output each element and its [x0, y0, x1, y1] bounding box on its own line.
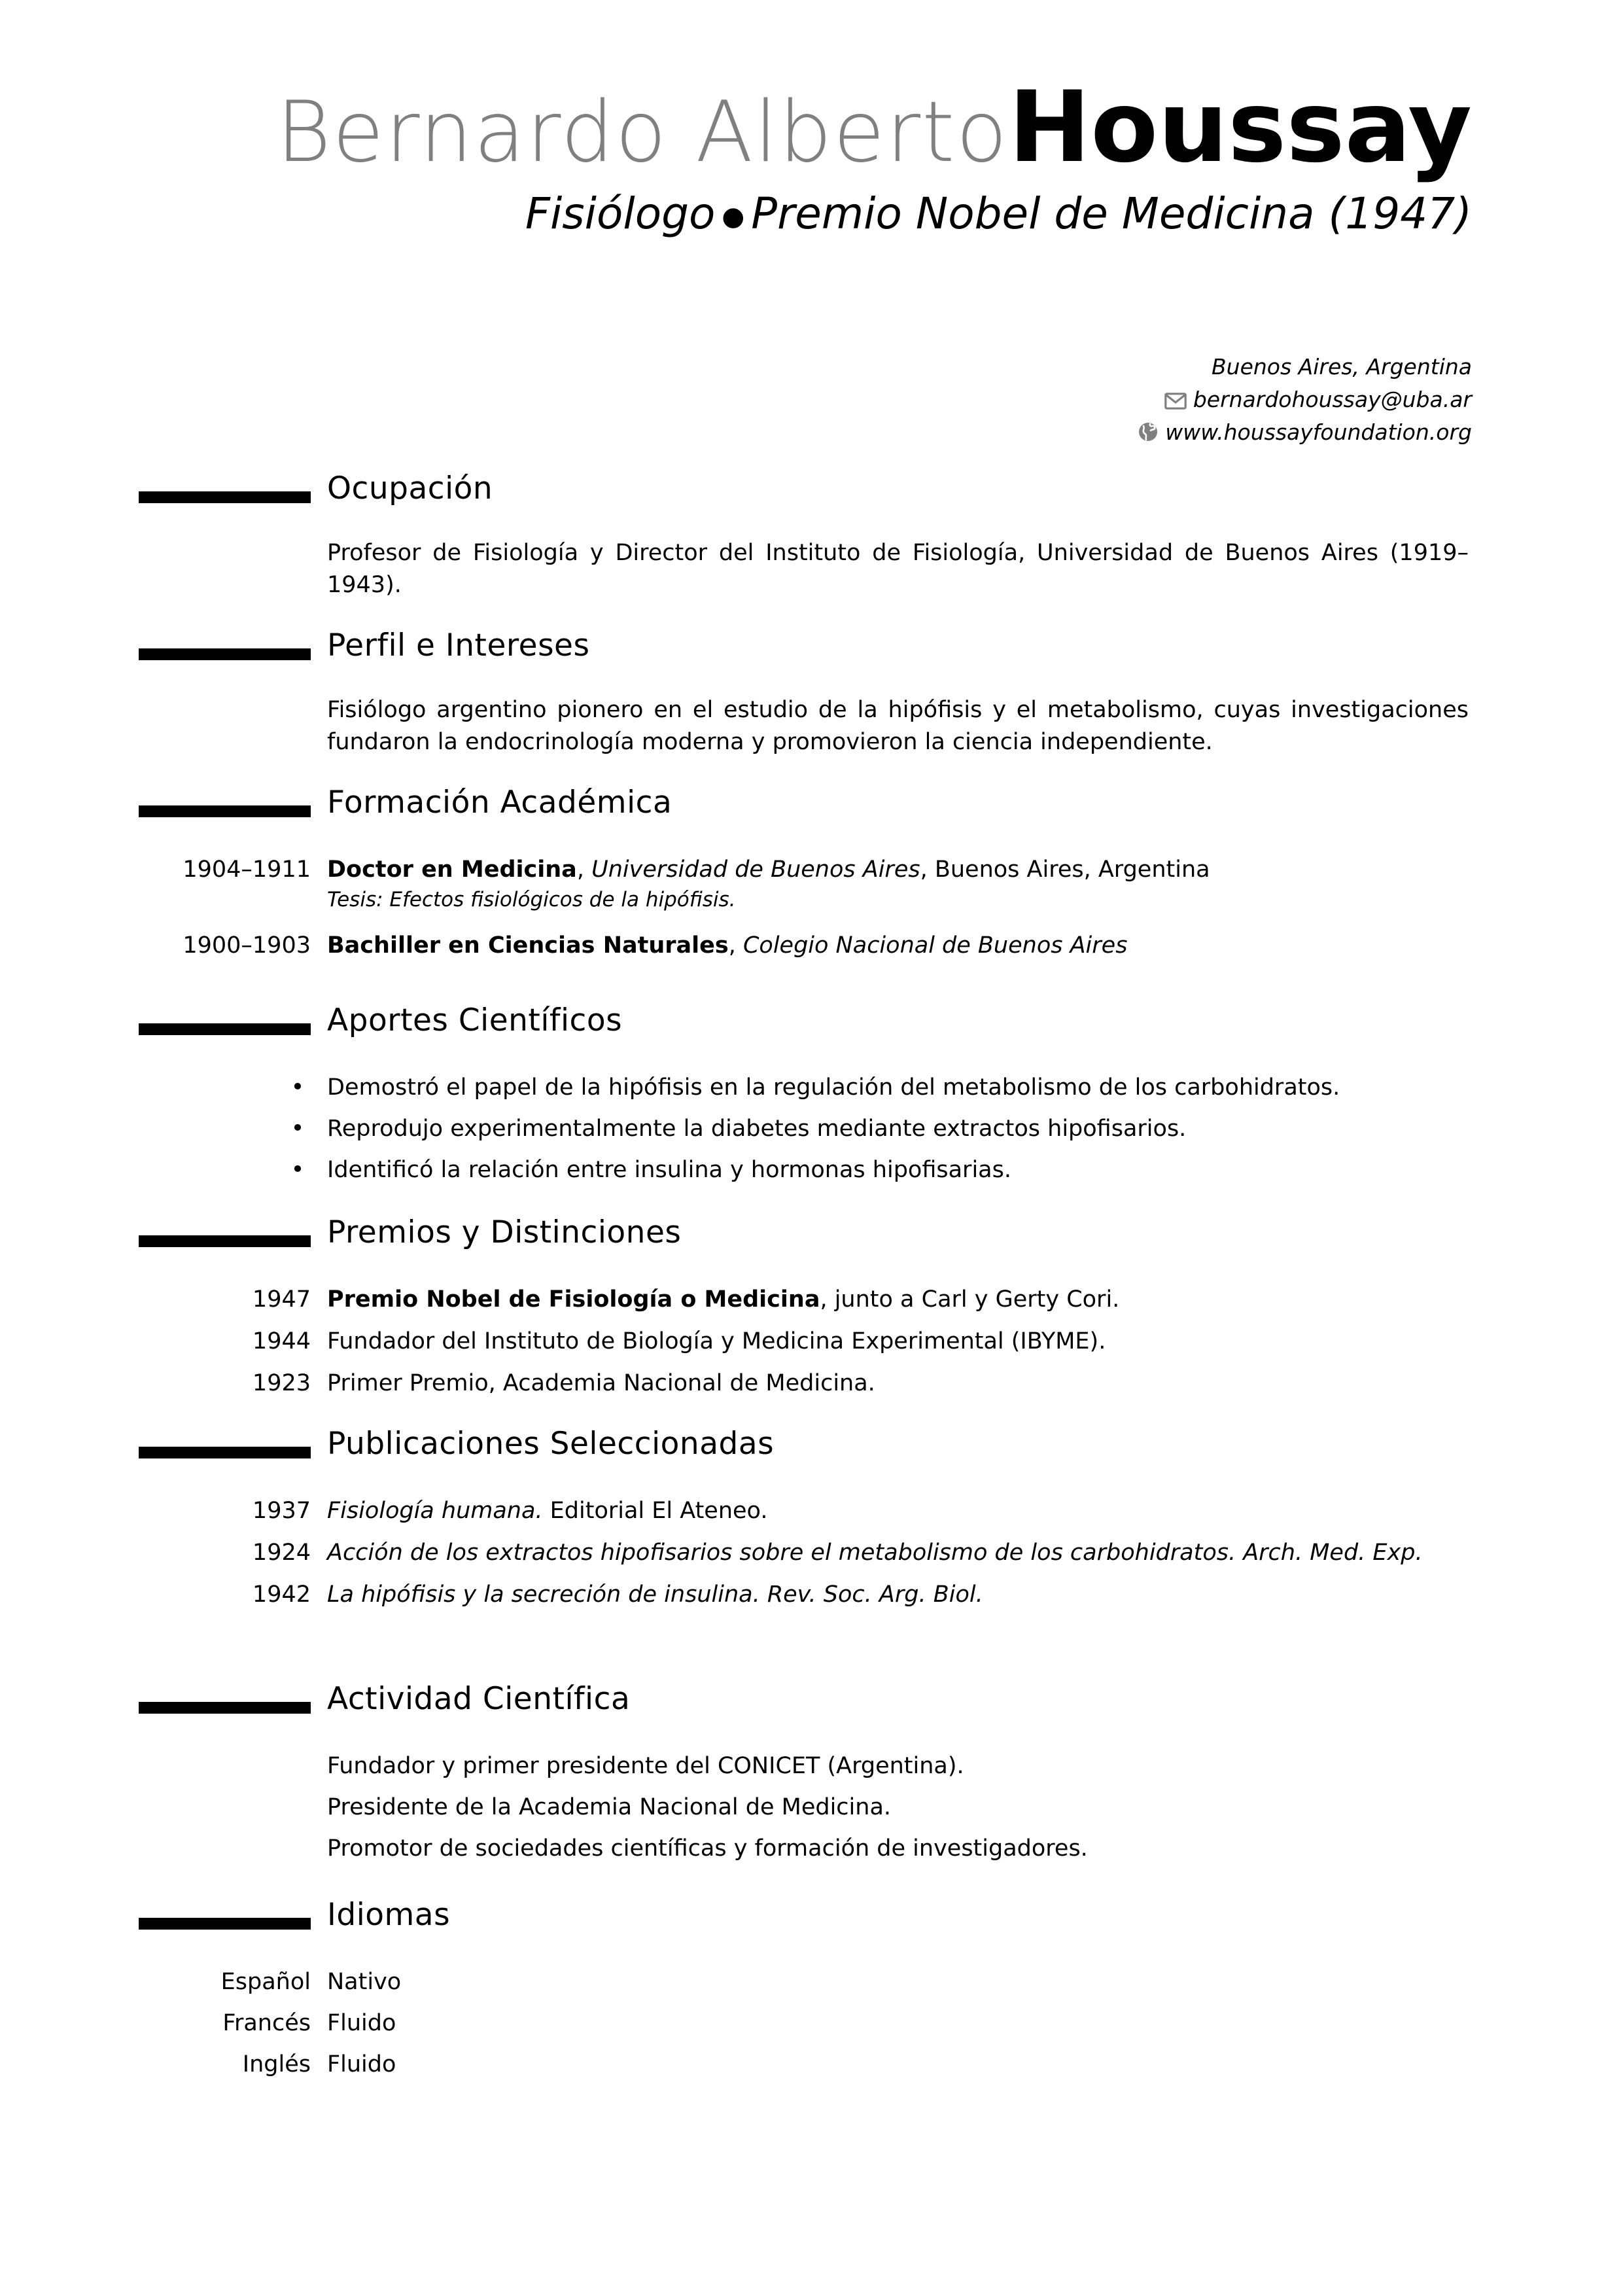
publication-title: Fisiología humana. — [327, 1498, 543, 1524]
award-entry — [0, 1326, 1472, 1358]
aportes-item-text: Identificó la relación entre insulina y hormonas hipofisarias. — [327, 1157, 1011, 1183]
education-comma-1: , — [576, 857, 592, 883]
language-level: Fluido — [327, 2051, 396, 2077]
language-level: Fluido — [327, 2010, 396, 2036]
section-rule — [139, 648, 311, 660]
publication-entry — [0, 1537, 1472, 1570]
award-detail — [327, 1326, 1469, 1358]
education-institution: Colegio Nacional de Buenos Aires — [742, 932, 1128, 959]
contact-location-row — [1138, 351, 1472, 383]
award-detail — [327, 1284, 1469, 1316]
language-name: Español — [220, 1969, 311, 1995]
section-aportes — [0, 1002, 1472, 1186]
section-title-publicaciones: Publicaciones Seleccionadas — [327, 1426, 775, 1462]
education-detail — [327, 854, 1469, 886]
actividad-line: Promotor de sociedades científicas y formación de investigadores. — [327, 1835, 1088, 1862]
section-header-formacion — [0, 785, 1472, 829]
publication-detail: Acción de los extractos hipofisarios sobre el metabolismo de los carbohidratos. Arch. Med. Exp. — [327, 1540, 1423, 1566]
section-rule — [139, 1918, 311, 1930]
contact-email[interactable]: bernardohoussay@uba.ar — [1193, 387, 1472, 413]
language-name: Inglés — [242, 2051, 311, 2077]
language-row — [0, 2007, 1472, 2040]
actividad-line: Presidente de la Academia Nacional de Medicina. — [327, 1794, 892, 1820]
section-rule — [139, 1023, 311, 1035]
language-row — [0, 2049, 1472, 2081]
section-title-premios: Premios y Distinciones — [327, 1214, 682, 1250]
award-rest: , junto a Carl y Gerty Cori. — [820, 1286, 1120, 1313]
education-comma-2: , — [920, 857, 935, 883]
section-title-idiomas: Idiomas — [327, 1897, 451, 1933]
education-comma-1: , — [728, 932, 743, 959]
section-rule — [139, 491, 311, 503]
award-date: 1944 — [252, 1328, 311, 1354]
section-title-perfil: Perfil e Intereses — [327, 627, 590, 663]
headline-role: Fisiólogo — [525, 188, 716, 239]
award-detail — [327, 1368, 1469, 1400]
education-entry — [0, 854, 1472, 914]
cv-header — [0, 71, 1472, 239]
section-title-aportes: Aportes Científicos — [327, 1002, 623, 1038]
bullet-separator-icon: ● — [722, 201, 745, 232]
education-date: 1904–1911 — [183, 857, 311, 883]
aportes-item-text: Reprodujo experimentalmente la diabetes mediante extractos hipofisarios. — [327, 1116, 1187, 1142]
contact-location: Buenos Aires, Argentina — [1212, 354, 1472, 380]
publication-detail — [327, 1495, 1469, 1527]
section-header-idiomas — [0, 1897, 1472, 1941]
section-header-ocupacion — [0, 470, 1472, 515]
award-entry — [0, 1368, 1472, 1400]
globe-icon — [1138, 421, 1159, 442]
bullet-icon: • — [290, 1116, 305, 1142]
contact-website-row[interactable] — [1138, 416, 1472, 449]
bullet-icon: • — [290, 1074, 305, 1101]
section-actividad — [0, 1681, 1472, 1865]
list-item — [0, 1113, 1472, 1145]
education-detail — [327, 930, 1469, 962]
section-header-perfil — [0, 627, 1472, 672]
section-rule — [139, 1702, 311, 1714]
education-date: 1900–1903 — [183, 932, 311, 959]
section-title-ocupacion: Ocupación — [327, 470, 493, 506]
contact-block — [1138, 351, 1472, 449]
education-entry — [0, 930, 1472, 963]
section-premios — [0, 1214, 1472, 1400]
education-degree: Doctor en Medicina — [327, 857, 577, 883]
section-title-formacion: Formación Académica — [327, 785, 672, 821]
envelope-icon — [1164, 393, 1187, 410]
publication-date: 1942 — [252, 1581, 311, 1608]
section-idiomas — [0, 1897, 1472, 2081]
language-name: Francés — [222, 2010, 311, 2036]
section-header-actividad — [0, 1681, 1472, 1725]
full-name — [0, 71, 1472, 185]
list-item — [0, 1154, 1472, 1186]
award-title: Premio Nobel de Fisiología o Medicina — [327, 1286, 820, 1313]
education-degree: Bachiller en Ciencias Naturales — [327, 932, 729, 959]
bullet-icon: • — [290, 1157, 305, 1183]
headline — [0, 188, 1472, 239]
contact-email-row[interactable] — [1138, 383, 1472, 416]
section-formacion — [0, 785, 1472, 963]
award-rest: Primer Premio, Academia Nacional de Medicina. — [327, 1370, 875, 1396]
award-date: 1923 — [252, 1370, 311, 1396]
ocupacion-text: Profesor de Fisiología y Director del Instituto de Fisiología, Universidad de Buenos Aires (1919–1943). — [327, 540, 1469, 598]
language-row — [0, 1966, 1472, 1998]
section-header-premios — [0, 1214, 1472, 1259]
education-thesis: Tesis: Efectos fisiológicos de la hipófisis. — [327, 888, 736, 911]
section-rule — [139, 805, 311, 817]
publication-rest: Editorial El Ateneo. — [542, 1498, 768, 1524]
section-title-actividad: Actividad Científica — [327, 1681, 631, 1717]
section-rule — [139, 1447, 311, 1458]
education-institution: Universidad de Buenos Aires — [591, 857, 920, 883]
section-rule — [139, 1235, 311, 1247]
section-ocupacion — [0, 470, 1472, 601]
list-item — [0, 1072, 1472, 1104]
section-header-publicaciones — [0, 1426, 1472, 1470]
award-rest: Fundador del Instituto de Biología y Medicina Experimental (IBYME). — [327, 1328, 1106, 1354]
section-publicaciones — [0, 1426, 1472, 1612]
award-date: 1947 — [252, 1286, 311, 1313]
aportes-item-text: Demostró el papel de la hipófisis en la regulación del metabolismo de los carbohidratos. — [327, 1074, 1340, 1101]
education-place: Buenos Aires, Argentina — [934, 857, 1210, 883]
perfil-text: Fisiólogo argentino pionero en el estudio de la hipófisis y el metabolismo, cuyas investigaciones fundaron la endocrinología moderna y promovieron la ciencia independiente. — [327, 697, 1469, 755]
headline-award: Premio Nobel de Medicina (1947) — [751, 188, 1472, 239]
publication-detail: La hipófisis y la secreción de insulina. Rev. Soc. Arg. Biol. — [327, 1581, 983, 1608]
given-names: Bernardo Alberto — [276, 84, 1009, 181]
publication-date: 1924 — [252, 1540, 311, 1566]
language-level: Nativo — [327, 1969, 402, 1995]
section-header-aportes — [0, 1002, 1472, 1047]
publication-date: 1937 — [252, 1498, 311, 1524]
publication-entry — [0, 1495, 1472, 1528]
family-name: Houssay — [1008, 71, 1472, 185]
section-perfil — [0, 627, 1472, 758]
publication-entry — [0, 1579, 1472, 1612]
actividad-line: Fundador y primer presidente del CONICET (Argentina). — [327, 1753, 964, 1779]
contact-website[interactable]: www.houssayfoundation.org — [1165, 419, 1472, 446]
award-entry — [0, 1284, 1472, 1316]
